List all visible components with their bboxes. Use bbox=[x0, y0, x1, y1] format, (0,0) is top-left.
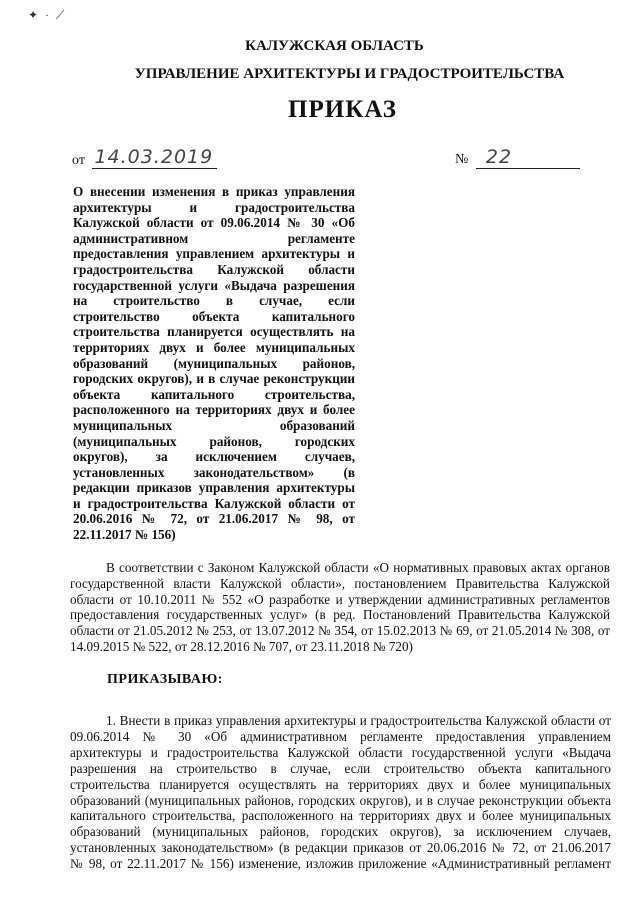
region-heading: КАЛУЖСКАЯ ОБЛАСТЬ bbox=[245, 38, 424, 54]
handwritten-date: 14.03.2019 bbox=[92, 146, 217, 169]
subject-line: государственной услуги «Выдача разрешения bbox=[73, 277, 355, 293]
subject-line: 20.06.2016 № 72, от 21.06.2017 № 98, от bbox=[73, 511, 355, 527]
subject-line: округов), за исключением случаев, bbox=[73, 449, 355, 465]
item1-line: № 98, от 22.11.2017 № 156) изменение, изложив приложение «Административный регламент bbox=[70, 856, 611, 872]
item1-line: установленных законодательством» (в редакции приказов от 20.06.2016 № 72, от 21.06.2017 bbox=[70, 840, 611, 856]
subject-line: градостроительства Калужской области bbox=[73, 261, 355, 277]
date-label: от bbox=[72, 153, 85, 168]
subject-line: расположенного на территориях двух и более bbox=[73, 402, 355, 418]
subject-line: О внесении изменения в приказ управления bbox=[73, 184, 355, 199]
subject-line: Калужской области от 09.06.2014 № 30 «Об bbox=[73, 215, 355, 231]
subject-line: городских округов), и в случае реконструкции bbox=[73, 371, 355, 387]
item1-line: капитального строительства, расположенного на территориях двух и более муниципальных bbox=[70, 808, 611, 824]
subject-line: редакции приказов управления архитектуры bbox=[73, 480, 355, 496]
item1-line: 1. Внести в приказ управления архитектуры и градостроительства Калужской области от bbox=[106, 713, 611, 728]
subject-line: предоставления управлением архитектуры и bbox=[73, 246, 355, 262]
item1-line: архитектуры и градостроительства Калужской области государственной услуги «Выдача bbox=[70, 744, 611, 760]
item1-line: строительства планируется осуществлять на территориях двух и более муниципальных bbox=[70, 776, 611, 792]
document-type-title: ПРИКАЗ bbox=[288, 96, 397, 123]
basis-line: В соответствии с Законом Калужской области «О нормативных правовых актах органов bbox=[106, 560, 610, 575]
legal-basis-paragraph bbox=[70, 560, 610, 655]
item1-line: разрешения на строительство в случае, если строительство объекта капитального bbox=[70, 760, 611, 776]
item1-line: образований (муниципальных районов, городских округов), за исключением случаев, bbox=[70, 824, 611, 840]
basis-line: государственной власти Калужской области», постановлением Правительства Калужской bbox=[70, 575, 610, 591]
order-directive-heading: ПРИКАЗЫВАЮ: bbox=[107, 672, 223, 687]
basis-line: 14.09.2015 № 522, от 28.12.2016 № 707, от 23.11.2018 № 720) bbox=[70, 638, 413, 654]
item1-line: образований (муниципальных районов, городских округов), и в случае реконструкции объекта bbox=[70, 792, 611, 808]
basis-line: области от 10.10.2011 № 552 «О разработке и утверждении административных регламентов bbox=[70, 591, 610, 607]
subject-line: объекта капитального строительства, bbox=[73, 386, 355, 402]
subject-line: образований (муниципальных районов, bbox=[73, 355, 355, 371]
subject-line: (муниципальных районов, городских bbox=[73, 433, 355, 449]
order-subject-block bbox=[73, 184, 355, 543]
scan-artifact-mark: ✦ · ⟋ bbox=[28, 8, 67, 22]
order-date-field bbox=[72, 146, 217, 169]
basis-line: предоставления государственных услуг» (в ред. Постановлений Правительства Калужской bbox=[70, 607, 610, 623]
subject-line: архитектуры и градостроительства bbox=[73, 199, 355, 215]
subject-line: территориях двух и более муниципальных bbox=[73, 339, 355, 355]
subject-line: и градостроительства Калужской области от bbox=[73, 495, 355, 511]
subject-line: на строительство в случае, если bbox=[73, 293, 355, 309]
handwritten-number: 22 bbox=[476, 146, 580, 169]
basis-line: области от 21.05.2012 № 253, от 13.07.2012 № 354, от 15.02.2013 № 69, от 21.05.2014 № 308, от bbox=[70, 623, 610, 639]
subject-line: строительство объекта капитального bbox=[73, 308, 355, 324]
subject-line: установленных законодательством» (в bbox=[73, 464, 355, 480]
item1-line: 09.06.2014 № 30 «Об административном регламенте предоставления управлением bbox=[70, 728, 611, 744]
order-number-field bbox=[455, 146, 580, 169]
number-label: № bbox=[455, 152, 469, 167]
order-item-1 bbox=[70, 713, 611, 872]
subject-line: административном регламенте bbox=[73, 230, 355, 246]
subject-line: строительства планируется осуществлять на bbox=[73, 324, 355, 340]
agency-heading: УПРАВЛЕНИЕ АРХИТЕКТУРЫ И ГРАДОСТРОИТЕЛЬСТВА bbox=[134, 66, 565, 82]
subject-line: муниципальных образований bbox=[73, 417, 355, 433]
subject-line: 22.11.2017 № 156) bbox=[73, 527, 176, 543]
